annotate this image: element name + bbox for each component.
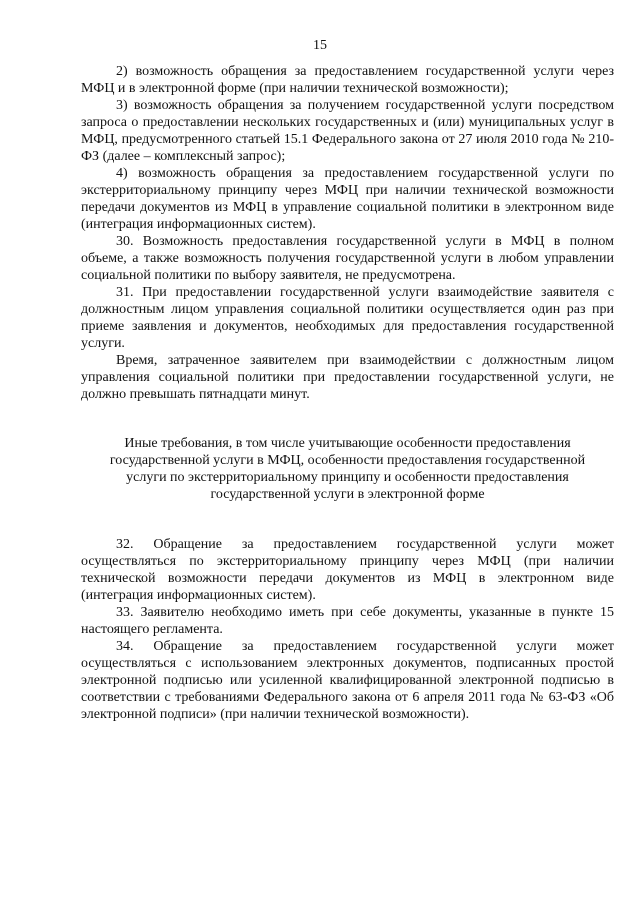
section-heading-line: государственной услуги в электронной форме	[210, 487, 485, 502]
paragraph-32: 32. Обращение за предоставлением государственной услуги может осуществляться по экстерриториальному принципу через МФЦ (при наличии технической возможности передачи документов из МФЦ в электронном виде (интеграция информационных систем).	[81, 537, 614, 603]
paragraph-30: 30. Возможность предоставления государственной услуги в МФЦ в полном объеме, а также возможность получения государственной услуги в любом управлении социальной политики по выбору заявителя, не предусмотрена.	[81, 234, 614, 283]
paragraph-31: 31. При предоставлении государственной услуги взаимодействие заявителя с должностным лицом управления социальной политики осуществляется один раз при приеме заявления и документов, необходимых для предоставления государственной услуги.	[81, 285, 614, 351]
paragraph-33: 33. Заявителю необходимо иметь при себе документы, указанные в пункте 15 настоящего регламента.	[81, 605, 614, 637]
document-body	[81, 63, 614, 723]
section-heading-line: государственной услуги в МФЦ, особенности предоставления государственной	[109, 453, 586, 468]
paragraph-item-4: 4) возможность обращения за предоставлением государственной услуги по экстерриториальному принципу через МФЦ при наличии технической возможности передачи документов из МФЦ в управление социальной политики в электронном виде (интеграция информационных систем).	[81, 166, 614, 232]
paragraph-item-3: 3) возможность обращения за получением государственной услуги посредством запроса о предоставлении нескольких государственных и (или) муниципальных услуг в МФЦ, предусмотренного статьей 15.1 Федерального закона от 27 июля 2010 года № 210-ФЗ (далее – комплексный запрос);	[81, 98, 614, 164]
paragraph-time-limit: Время, затраченное заявителем при взаимодействии с должностным лицом управления социальной политики при предоставлении государственной услуги, не должно превышать пятнадцати минут.	[81, 353, 614, 402]
page-number: 15	[313, 38, 327, 53]
section-heading-line: услуги по экстерриториальному принципу и особенности предоставления	[126, 470, 569, 485]
paragraph-item-2: 2) возможность обращения за предоставлением государственной услуги через МФЦ и в электронной форме (при наличии технической возможности);	[81, 64, 614, 96]
section-heading-line: Иные требования, в том числе учитывающие особенности предоставления	[124, 436, 571, 451]
paragraph-34: 34. Обращение за предоставлением государственной услуги может осуществляться с использованием электронных документов, подписанных простой электронной подписью или усиленной квалифицированной электронной подписью в соответствии с требованиями Федерального закона от 6 апреля 2011 года № 63-ФЗ «Об электронной подписи» (при наличии технической возможности).	[81, 639, 614, 722]
section-heading	[81, 435, 614, 503]
